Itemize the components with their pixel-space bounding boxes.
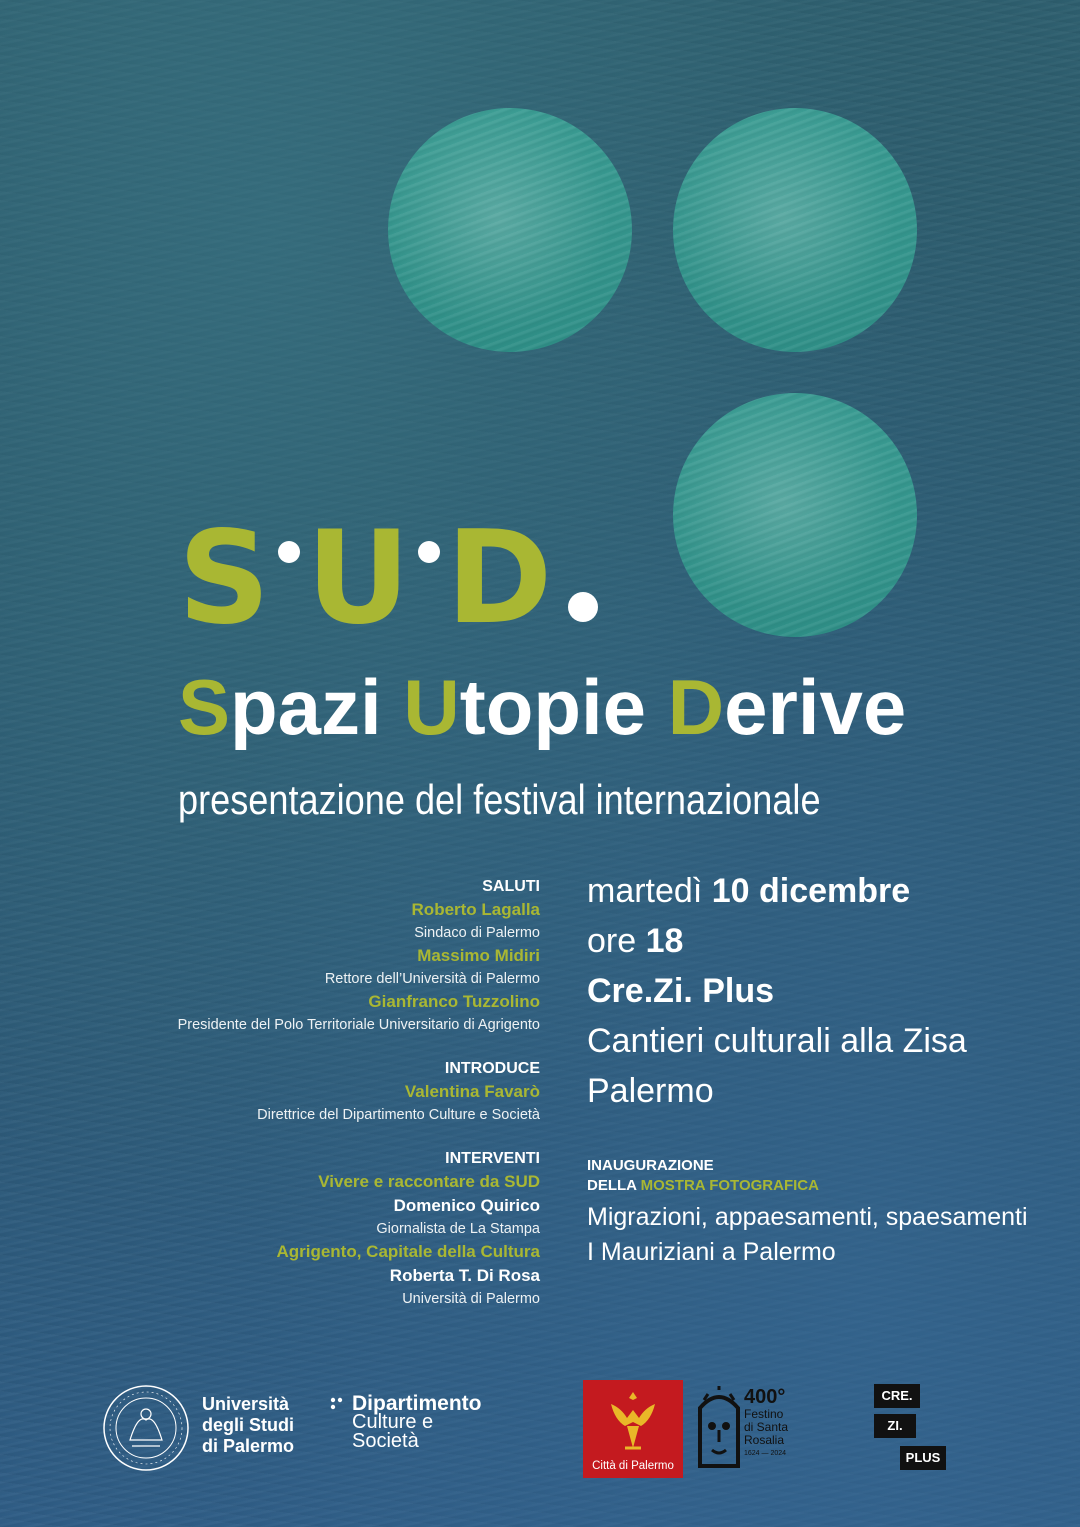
section-heading-introduce: INTRODUCE (444, 1060, 540, 1077)
exhibition-title: Migrazioni, appaesamenti, spaesamenti (587, 1203, 1028, 1231)
festival-subtitle: presentazione del festival internazionale (178, 776, 821, 823)
sud-letter-s: S (178, 504, 273, 653)
crezi-plus-logo (872, 1384, 948, 1474)
rosalia-line: Festino (744, 1407, 784, 1421)
event-time-word: ore (587, 922, 637, 960)
talk-topic: Agrigento, Capitale della Cultura (276, 1242, 540, 1261)
event-details (587, 866, 1057, 1270)
speaker-role: Giornalista de La Stampa (376, 1221, 540, 1237)
citta-label: Città di Palermo (592, 1460, 674, 1472)
program-column (120, 876, 540, 1310)
spacer (120, 1126, 540, 1148)
unipa-line: Università (202, 1394, 290, 1414)
unipa-name (202, 1394, 294, 1457)
speaker-name: Domenico Quirico (393, 1196, 540, 1215)
rosalia-text (744, 1386, 788, 1460)
talk-topic: Vivere e raccontare da SUD (318, 1172, 540, 1191)
rosalia-face-icon (694, 1386, 744, 1474)
dipartimento-line: Culture e (352, 1411, 434, 1433)
sud-letter-u: U (306, 504, 413, 653)
tagline-initial: S (178, 663, 231, 751)
rosalia-line: di Santa (744, 1420, 789, 1434)
dipartimento-dots-icon (330, 1396, 346, 1416)
decorative-circle-bottom-right (673, 393, 917, 637)
section-heading-saluti: SALUTI (482, 878, 540, 895)
exhibition-label-prefix: DELLA (587, 1177, 637, 1194)
tagline-word: pazi (230, 663, 382, 751)
unipa-line: degli Studi (202, 1415, 294, 1435)
speaker-name: Gianfranco Tuzzolino (368, 992, 540, 1011)
unipa-seal-icon (102, 1384, 190, 1472)
rosalia-years: 1624 — 2024 (744, 1450, 787, 1457)
speaker-role: Rettore dell’Università di Palermo (324, 971, 540, 987)
event-time (587, 916, 1057, 966)
dipartimento-text (352, 1394, 482, 1451)
festino-santa-rosalia-logo (694, 1386, 798, 1478)
speaker-role: Università di Palermo (402, 1291, 540, 1307)
section-heading-interventi: INTERVENTI (445, 1150, 540, 1167)
exhibition-label-2 (587, 1176, 1057, 1196)
event-place: Cantieri culturali alla Zisa (587, 1022, 967, 1060)
citta-di-palermo-logo (583, 1380, 683, 1478)
exhibition-label-highlight: MOSTRA FOTOGRAFICA (640, 1177, 819, 1194)
sud-dot (418, 541, 440, 563)
eagle-icon (607, 1388, 659, 1454)
event-time-value: 18 (645, 922, 684, 960)
sud-dot (278, 541, 300, 563)
tagline-initial: U (403, 663, 460, 751)
crezi-block: PLUS (900, 1446, 946, 1470)
exhibition-subtitle: I Mauriziani a Palermo (587, 1238, 836, 1266)
speaker-name: Roberto Lagalla (411, 900, 540, 919)
sud-letter-d: D (446, 504, 555, 653)
speaker-name: Massimo Midiri (417, 946, 540, 965)
speaker-role: Presidente del Polo Territoriale Universitario di Agrigento (177, 1017, 540, 1033)
sud-final-dot (568, 592, 598, 622)
event-date-value: 10 dicembre (711, 872, 911, 910)
crezi-block: ZI. (874, 1414, 916, 1438)
event-city: Palermo (587, 1072, 714, 1110)
partner-logos (0, 1370, 1080, 1510)
tagline-word: topie (459, 663, 647, 751)
festival-tagline (178, 663, 907, 751)
speaker-name: Valentina Favarò (404, 1082, 540, 1101)
decorative-circle-top-left (388, 108, 632, 352)
spacer (120, 1036, 540, 1058)
rosalia-line: Rosalia (744, 1433, 785, 1447)
speaker-name: Roberta T. Di Rosa (389, 1266, 540, 1285)
rosalia-number: 400° (744, 1386, 786, 1408)
speaker-role: Sindaco di Palermo (414, 925, 540, 941)
tagline-initial: D (667, 663, 725, 751)
speaker-role: Direttrice del Dipartimento Culture e Società (257, 1107, 540, 1123)
event-date (587, 866, 1057, 916)
exhibition-label: INAUGURAZIONE (587, 1157, 714, 1174)
event-venue: Cre.Zi. Plus (587, 972, 775, 1010)
decorative-circle-top-right (673, 108, 917, 352)
tagline-word: erive (724, 663, 907, 751)
event-day: martedì (587, 872, 703, 910)
sud-title (178, 504, 598, 653)
dipartimento-line: Società (352, 1430, 419, 1452)
unipa-line: di Palermo (202, 1436, 295, 1456)
crezi-block: CRE. (874, 1384, 920, 1408)
dipartimento-line: Dipartimento (352, 1392, 482, 1415)
